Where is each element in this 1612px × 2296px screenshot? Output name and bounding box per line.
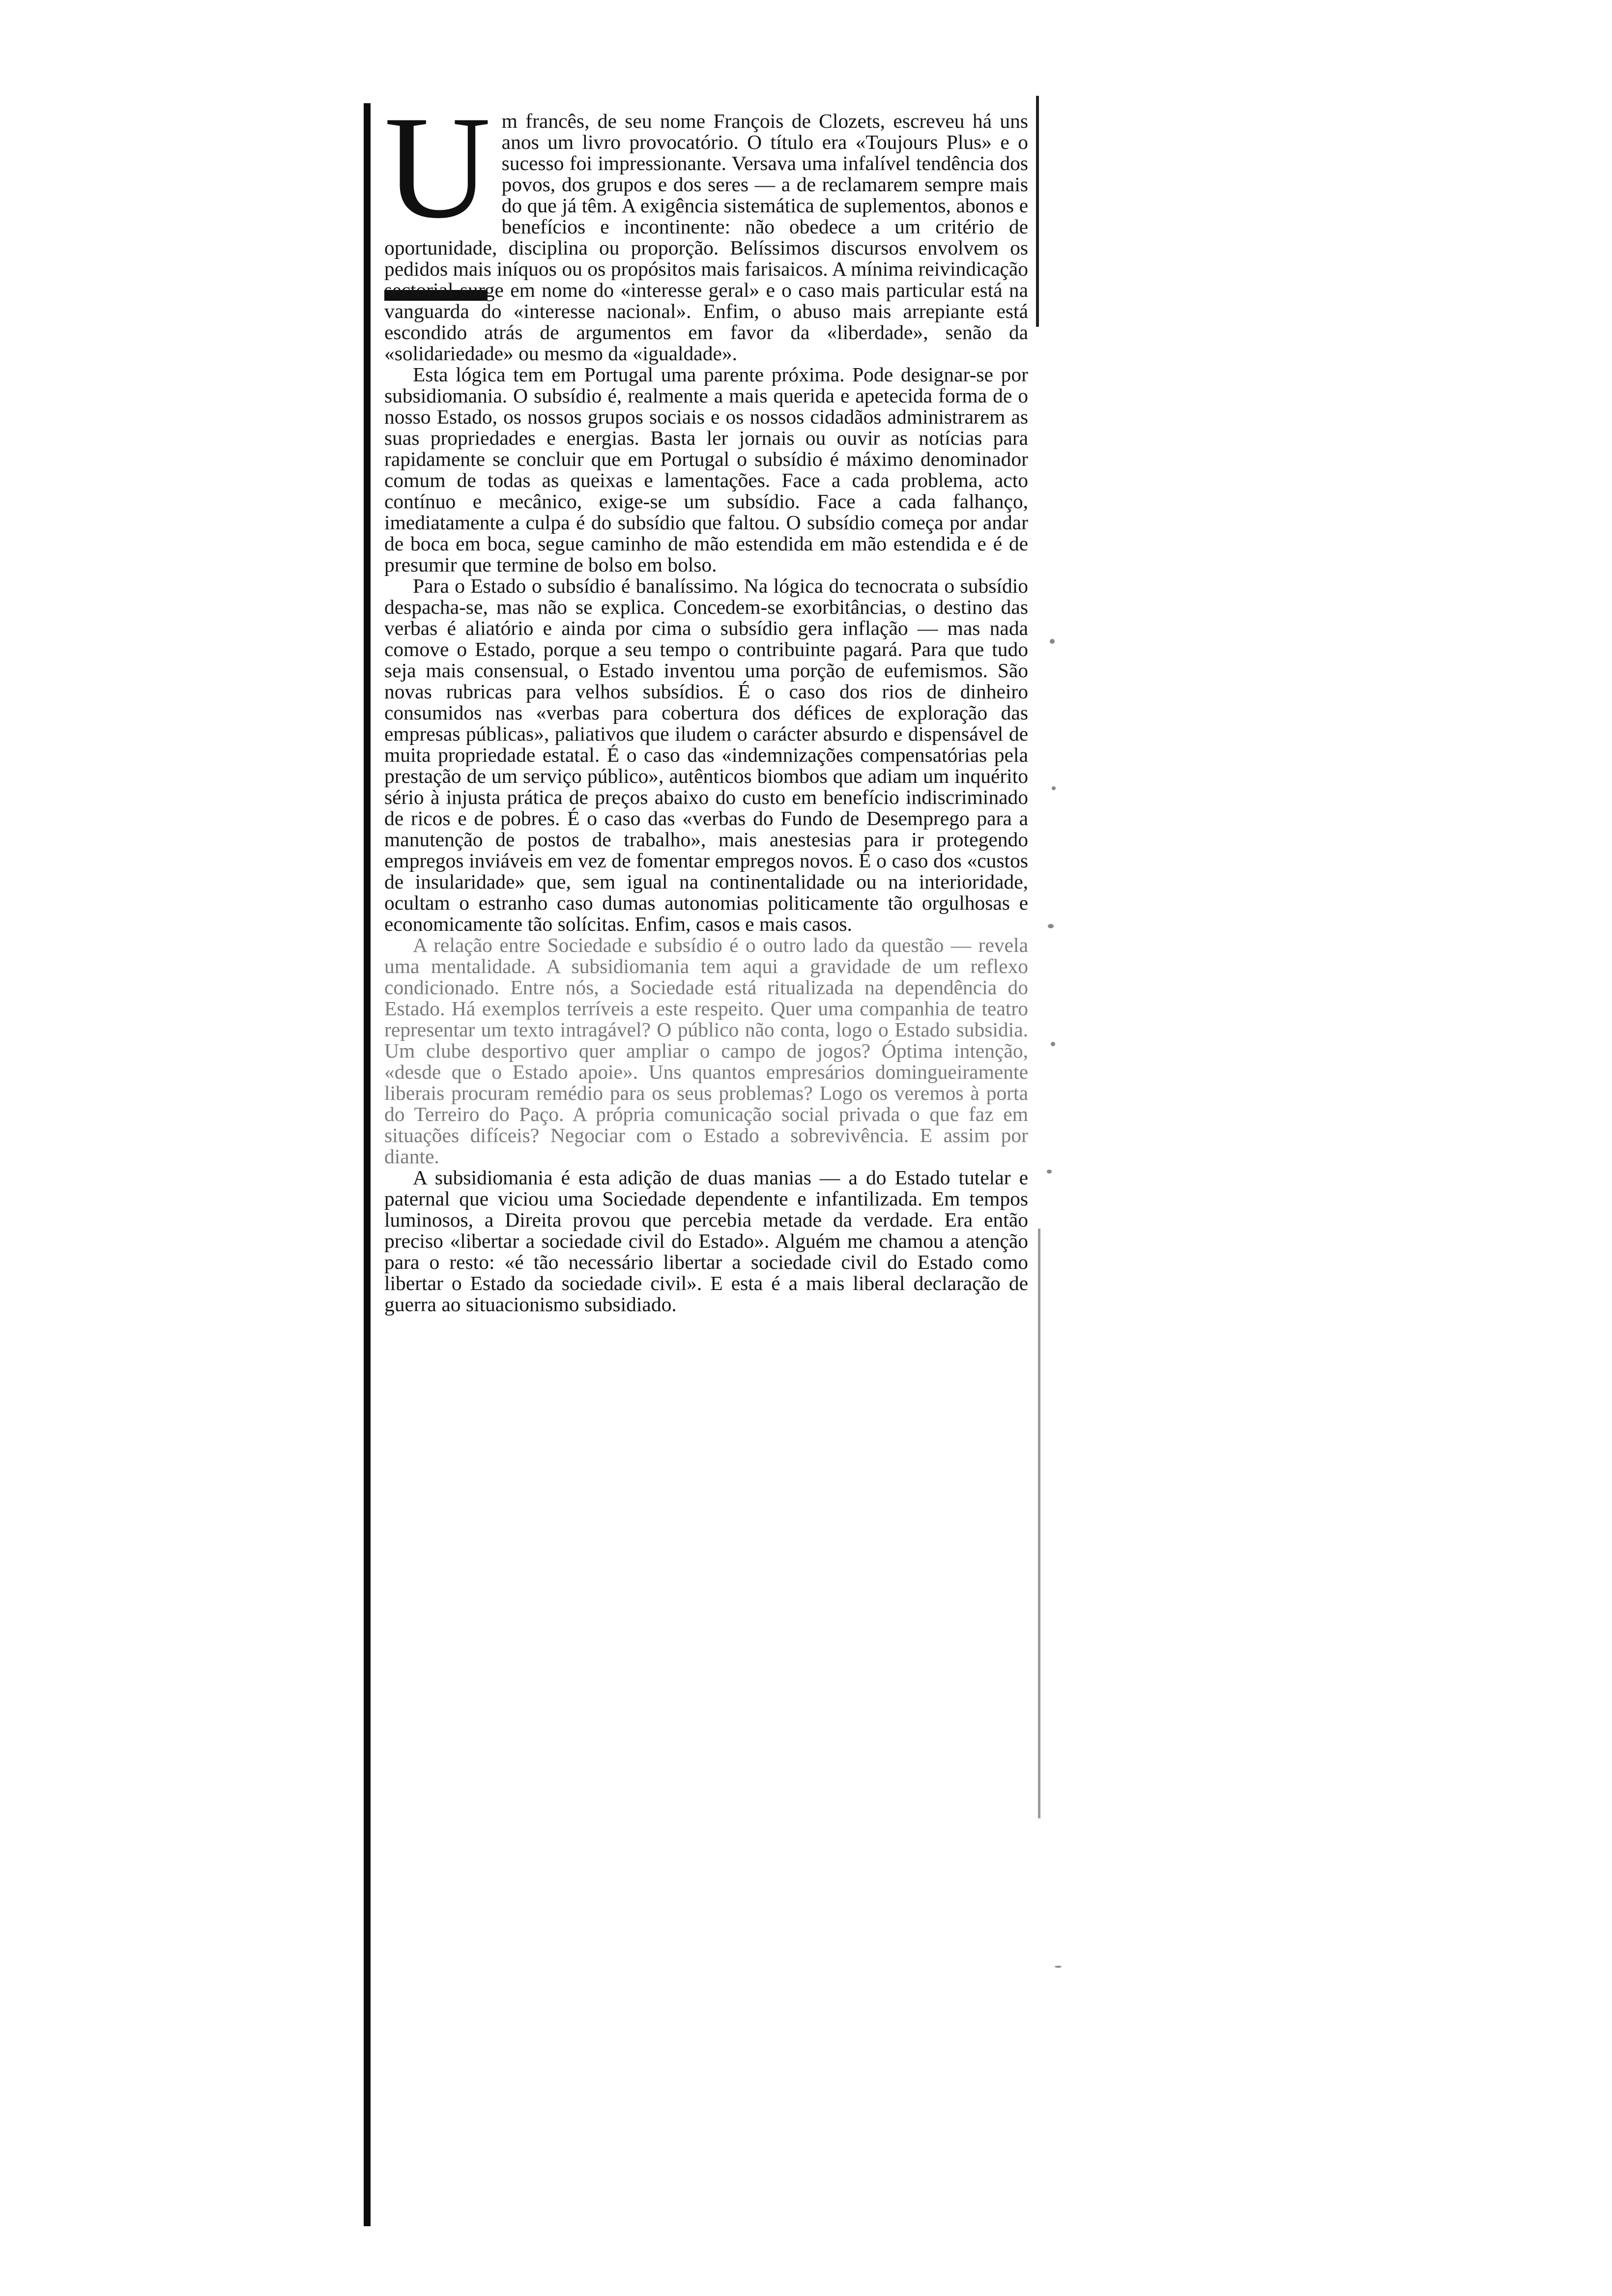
- paragraph-1-text: m francês, de seu nome François de Clozets, escreveu há uns anos um livro provocatório. O título era «Toujours Plus» e o sucesso foi impressionante. Versava uma infalível tendência dos povos, dos grupos e dos seres — a de reclamarem sempre mais do que já têm. A exigência sistemática de suplementos, abonos e benefícios e incontinente: não obedece a um critério de oportunidade, disciplina ou proporção. Belíssimos discursos envolvem os pedidos mais iníquos ou os propósitos mais farisaicos. A mínima reivindicação sectorial surge em nome do «interesse geral» e o caso mais particular está na vanguarda do «interesse nacional». Enfim, o abuso mais arrepiante está escondido atrás de argumentos em favor da «liberdade», senão da «solidariedade» ou mesmo da «igualdade».: [384, 110, 1028, 365]
- scan-speck: [1050, 639, 1055, 644]
- column-rule-right: [1036, 96, 1039, 327]
- column-rule-right-lower: [1038, 1229, 1040, 1818]
- scan-speck: [1055, 1966, 1062, 1968]
- scan-speck: [1052, 786, 1056, 790]
- column-rule-left: [364, 103, 371, 2226]
- scan-speck: [1048, 924, 1054, 928]
- newspaper-clipping: [384, 86, 1028, 2189]
- article-paragraph-4: A relação entre Sociedade e subsídio é o outro lado da questão — revela uma mentalidade. A subsidiomania tem aqui a gravidade de um reflexo condicionado. Entre nós, a Sociedade está ritualizada na dependência do Estado. Há exemplos terríveis a este respeito. Quer uma companhia de teatro representar um texto intragável? O público não conta, logo o Estado subsidia. Um clube desportivo quer ampliar o campo de jogos? Óptima intenção, «desde que o Estado apoie». Uns quantos empresários domingueiramente liberais procuram remédio para os seus problemas? Logo os veremos à porta do Terreiro do Paço. A própria comunicação social privada o que faz em situações difíceis? Negociar com o Estado a sobrevivência. E assim por diante.: [384, 934, 1028, 1168]
- article-paragraph-1: [384, 86, 1028, 365]
- article-paragraph-5: A subsidiomania é esta adição de duas manias — a do Estado tutelar e paternal que viciou uma Sociedade dependente e infantilizada. Em tempos luminosos, a Direita provou que percebia metade da verdade. Era então preciso «libertar a sociedade civil do Estado». Alguém me chamou a atenção para o resto: «é tão necessário libertar a sociedade civil do Estado como libertar o Estado da sociedade civil». E esta é a mais liberal declaração de guerra ao situacionismo subsidiado.: [384, 1166, 1028, 1316]
- article-paragraph-2: Esta lógica tem em Portugal uma parente próxima. Pode designar-se por subsidiomania. O subsídio é, realmente a mais querida e apetecida forma de o nosso Estado, os nossos grupos sociais e os nossos cidadãos administrarem as suas propriedades e energias. Basta ler jornais ou ouvir as notícias para rapidamente se concluir que em Portugal o subsídio é máximo denominador comum de todas as queixas e lamentações. Face a cada problema, acto contínuo e mecânico, exige-se um subsídio. Face a cada falhanço, imediatamente a culpa é do subsídio que faltou. O subsídio começa por andar de boca em boca, segue caminho de mão estendida em mão estendida e é de presumir que termine de bolso em bolso.: [384, 363, 1028, 576]
- scan-speck: [1047, 1170, 1052, 1174]
- dropcap-letter: U: [384, 86, 491, 249]
- article-paragraph-3: Para o Estado o subsídio é banalíssimo. Na lógica do tecnocrata o subsídio despacha-se, mas não se explica. Concedem-se exorbitâncias, o destino das verbas é aliatório e ainda por cima o subsídio gera inflação — mas nada comove o Estado, porque a seu tempo o contribuinte pagará. Para que tudo seja mais consensual, o Estado inventou uma porção de eufemismos. São novas rubricas para velhos subsídios. É o caso dos rios de dinheiro consumidos nas «verbas para cobertura dos défices de exploração das empresas públicas», paliativos que iludem o carácter absurdo e dispensável de muita propriedade estatal. É o caso das «indemnizações compensatórias pela prestação de um serviço público», autênticos biombos que adiam um inquérito sério à injusta prática de preços abaixo do custo em benefício indiscriminado de ricos e de pobres. É o caso das «verbas do Fundo de Desemprego para a manutenção de postos de trabalho», mais anestesias para ir protegendo empregos inviáveis em vez de fomentar empregos novos. É o caso dos «custos de insularidade» que, sem igual na continentalidade ou na interioridade, ocultam o estranho caso dumas autonomias politicamente tão orgulhosas e economicamente tão solícitas. Enfim, casos e mais casos.: [384, 574, 1028, 935]
- scan-speck: [1051, 1042, 1055, 1046]
